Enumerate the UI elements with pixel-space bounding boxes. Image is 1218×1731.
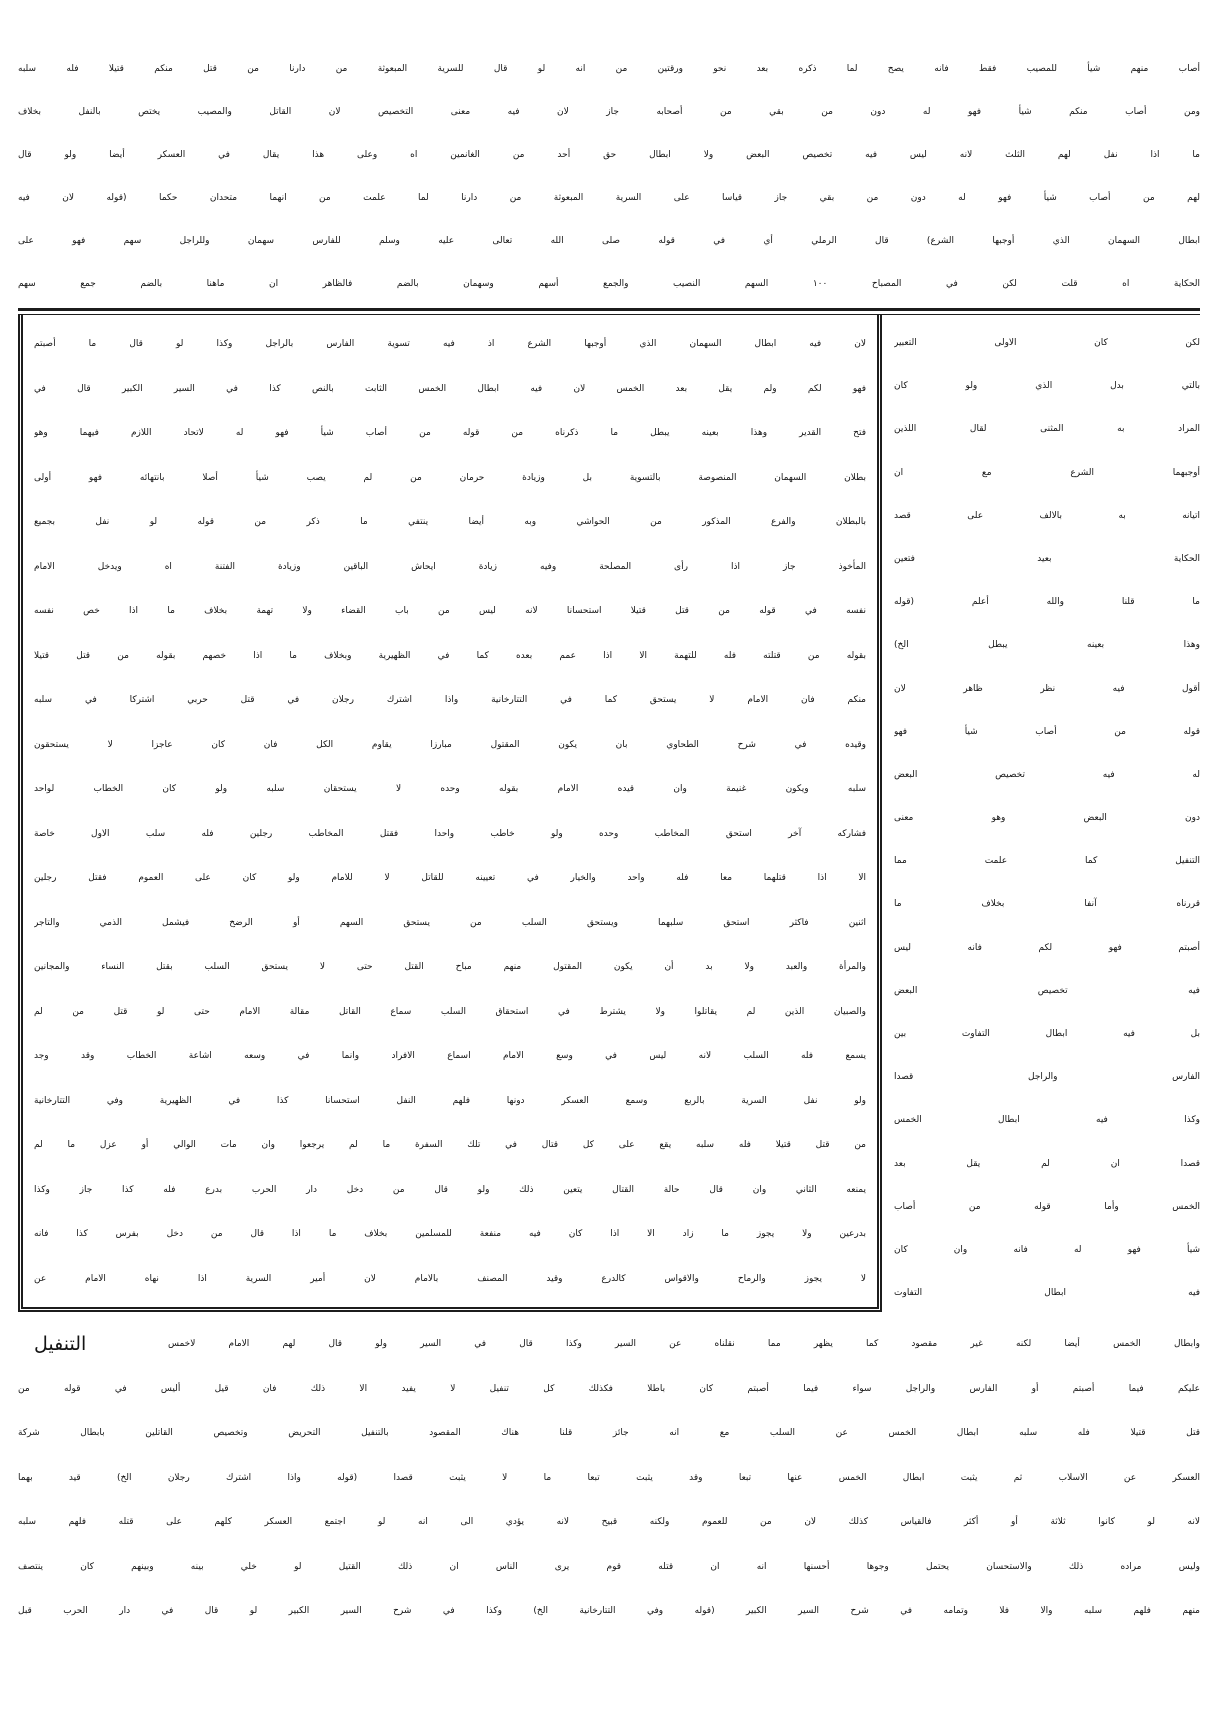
- framed-text-line: بقوله من قتلته فله للتهمة الا اذا عمم بعده كما في الظهيرية وبخلاف ما اذا خصهم بقوله من قتل قتيلا: [34, 650, 866, 661]
- framed-text-line: بدرعين ولا يجوز ما زاد الا اذا كان فيه منفعة للمسلمين بخلاف ما اذا قال من دخل بفرس كذا فانه: [34, 1229, 866, 1239]
- side-commentary-line: الخمس وأما قوله من أصاب: [894, 1201, 1200, 1212]
- framed-text-line: الا اذا قتلهما معا فله واحد والخيار في تعيينه للقاتل لا للامام ولو كان على العموم فقتل رجلين: [34, 873, 866, 883]
- side-commentary-line: التنفيل كما علمت مما: [894, 856, 1200, 867]
- side-commentary-line: له فيه تخصيص البعض: [894, 769, 1200, 780]
- side-commentary-line: دون البعض وهو معنى: [894, 813, 1200, 824]
- bottom-commentary-line: لانه لو كانوا ثلاثة أو أكثر فالقياس كذلك لان من للعموم ولكنه قبيح لانه يؤدي الى انه لو اجتمع العسكر كلهم على قتله فلهم سلبه: [18, 1517, 1200, 1527]
- bottom-commentary-line: وابطال الخمس أيضا لكنه غير مقصود كما يظهر مما نقلناه عن السير وكذا قال في السير ولو قال لهم الامام لاخمس: [168, 1339, 1200, 1349]
- side-commentary-line: وهذا بعينه يبطل الخ): [894, 640, 1200, 651]
- framed-text-line: وقيده في شرح الطحاوي بان يكون المقتول مبارزا يقاوم الكل فان كان عاجزا لا يستحقون: [34, 739, 866, 750]
- framed-text-line: يسمع فله السلب لانه ليس في وسع الامام اسماع الافراد وانما في وسعه اشاعة الخطاب وقد وجد: [34, 1051, 866, 1061]
- side-commentary-line: فيه ابطال التفاوت: [894, 1288, 1200, 1299]
- side-commentary-line: بالتي بدل الذي ولو كان: [894, 381, 1200, 392]
- catchword: التنفيل: [34, 1333, 87, 1355]
- side-commentary-line: وكذا فيه ابطال الخمس: [894, 1115, 1200, 1126]
- side-commentary-line: أصبتم فهو لكم فانه ليس: [894, 942, 1200, 953]
- framed-text-line: من قتل قتيلا فله سلبه يقع على كل قتال في تلك السفرة ما لم يرجعوا وان مات الوالي أو عزل ما لم: [34, 1140, 866, 1150]
- bottom-commentary: [18, 1322, 1200, 1634]
- top-commentary-line: الحكاية اه قلت لكن في المصباح ١٠٠ السهم النصيب والجمع أسهم وسهمان بالضم فالظاهر ان ماهنا بالضم جمع سهم: [18, 279, 1200, 289]
- side-commentary-line: الحكاية بعيد فتعين: [894, 553, 1200, 564]
- framed-text-line: والصبيان الذين لم يقاتلوا ولا يشترط في استحقاق السلب سماع القاتل مقالة الامام حتى لو قتل من لم: [34, 1006, 866, 1017]
- framed-text-line: اثنين فاكثر استحق سلبهما ويستحق السلب من يستحق السهم أو الرضخ فيشمل الذمي والتاجر: [34, 917, 866, 928]
- framed-text-line: يمنعه الثاني وان قال حالة القتال يتعين ذلك ولو قال من دخل دار الحرب بدرع فله كذا جاز وكذا: [34, 1184, 866, 1195]
- side-commentary-line: أوجبهما الشرع مع ان: [894, 467, 1200, 478]
- framed-text-line: بطلان السهمان المنصوصة بالتسوية بل وزيادة حرمان من لم يصب شيأ أصلا بانتهائه فهو أولى: [34, 472, 866, 483]
- side-commentary-line: لكن كان الاولى التعبير: [894, 338, 1200, 348]
- top-commentary: [18, 48, 1200, 306]
- framed-text-line: فتح القدير وهذا بعينه يبطل ما ذكرناه من قوله من أصاب شيأ فهو له لاتحاد اللازم فيهما وهو: [34, 428, 866, 438]
- top-commentary-line: أصاب منهم شيأ للمصيب فقط فانه يصح لما ذكره بعد نحو ورقتين من انه لو قال للسرية المبعوثة من دارنا من قتل منكم قتيلا فله سلبه: [18, 64, 1200, 74]
- side-commentary-line: ما قلنا والله أعلم (قوله: [894, 597, 1200, 608]
- side-commentary-line: المراد به المثنى لقال اللذين: [894, 424, 1200, 435]
- side-commentary-line: شيأ فهو له فانه وان كان: [894, 1244, 1200, 1255]
- framed-text-line: فشاركه آخر استحق المخاطب وحده ولو خاطب واحدا فقتل المخاطب رجلين فله سلب الاول خاصة: [34, 828, 866, 839]
- bottom-commentary-line: قتل قتيلا فله سلبه ابطال الخمس عن السلب مع انه جائز قلنا هناك المقصود بالتنفيل التحريض وتخصيص القاتلين بابطال شركة: [18, 1428, 1200, 1438]
- framed-text-line: بالبطلان والفرع المذكور من الحواشي وبه أيضا ينتفي ما ذكر من قوله لو نفل بجميع: [34, 517, 866, 527]
- side-commentary-line: قررناه آنفا بخلاف ما: [894, 899, 1200, 910]
- side-commentary-line: قصدا ان لم يقل بعد: [894, 1158, 1200, 1169]
- framed-main-text: [18, 314, 882, 1312]
- framed-text-line: فهو لكم ولم يقل بعد الخمس لان فيه ابطال الخمس الثابت بالنص كذا في السير الكبير قال في: [34, 383, 866, 394]
- framed-text-line: نفسه في قوله من قتل قتيلا استحسانا لانه ليس من باب القضاء ولا تهمة بخلاف ما اذا خص نفسه: [34, 606, 866, 616]
- side-commentary: [894, 322, 1200, 1315]
- side-commentary-line: فيه تخصيص البعض: [894, 985, 1200, 996]
- side-commentary-line: أقول فيه نظر ظاهر لان: [894, 683, 1200, 694]
- framed-text-line: لا يجوز والرماح والاقواس كالدرع وقيد المصنف بالامام لان أمير السرية اذا نهاه الامام عن: [34, 1273, 866, 1284]
- top-commentary-line: ابطال السهمان الذي أوجبها الشرع) قال الرملي أي في قوله صلى الله تعالى عليه وسلم للفارس سهمان وللراجل سهم فهو على: [18, 236, 1200, 246]
- bottom-commentary-line: عليكم فيما أصبتم أو الفارس والراجل سواء فيما أصبتم كان باطلا فكذلك كل تنفيل لا يفيد الا ذلك فان قيل أليس في قوله من: [18, 1383, 1200, 1394]
- top-commentary-line: ومن أصاب منكم شيأ فهو له دون من بقي من أصحابه جاز لان فيه معنى التخصيص لان القاتل والمصيب يختص بالنفل بخلاف: [18, 107, 1200, 117]
- top-commentary-line: ما اذا نفل لهم الثلث لانه ليس فيه تخصيص البعض ولا ابطال حق أحد من الغانمين اه وعلى هذا يقال في العسكر أيضا ولو قال: [18, 150, 1200, 160]
- framed-text-line: سلبه ويكون غنيمة وان قيده الامام بقوله وحده لا يستحقان سلبه ولو كان الخطاب لواحد: [34, 784, 866, 794]
- side-commentary-line: قوله من أصاب شيأ فهو: [894, 726, 1200, 737]
- framed-text-line: والمرأة والعبد ولا بد أن يكون المقتول منهم مباح القتل حتى لا يستحق السلب بقتل النساء والمجانين: [34, 962, 866, 972]
- framed-text-line: لان فيه ابطال السهمان الذي أوجبها الشرع اذ فيه تسوية الفارس بالراجل وكذا لو قال ما أصبتم: [34, 339, 866, 349]
- framed-text-line: المأخوذ جاز اذا رأى المصلحة وفيه زيادة ايحاش الباقين وزيادة الفتنة اه ويدخل الامام: [34, 561, 866, 572]
- side-commentary-line: بل فيه ابطال التفاوت بين: [894, 1029, 1200, 1039]
- bottom-commentary-line: وليس مراده ذلك والاستحسان يحتمل وجوها أحسنها انه ان قتله قوم يرى الناس ان ذلك القتيل لو خلي بينه وبينهم كان ينتصف: [18, 1561, 1200, 1572]
- side-commentary-line: الفارس والراجل قصدا: [894, 1072, 1200, 1083]
- side-commentary-line: اتيانه به بالالف على قصد: [894, 510, 1200, 521]
- bottom-commentary-line: العسكر عن الاسلاب ثم يثبت ابطال الخمس عنها تبعا وقد يثبت تبعا ما لا يثبت قصدا (قوله واذا اشترك رجلان الخ) قيد بهما: [18, 1472, 1200, 1483]
- bottom-commentary-line: منهم فلهم سلبه والا فلا وتمامه في شرح السير الكبير (قوله وفي التتارخانية الخ) وكذا في شرح السير الكبير لو قال في دار الحرب قبل: [18, 1606, 1200, 1616]
- top-commentary-line: لهم من أصاب شيأ فهو له دون من بقي جاز قياسا على السرية المبعوثة من دارنا لما علمت من انهما متحدان حكما (قوله لان فيه: [18, 193, 1200, 203]
- framed-text-line: منكم فان الامام لا يستحق كما في التتارخانية واذا اشترك رجلان في قتل حربي اشتركا في سلبه: [34, 695, 866, 705]
- framed-text-line: ولو نفل السرية بالربع وسمع العسكر دونها فلهم النفل استحسانا كذا في الظهيرية وفي التتارخانية: [34, 1095, 866, 1106]
